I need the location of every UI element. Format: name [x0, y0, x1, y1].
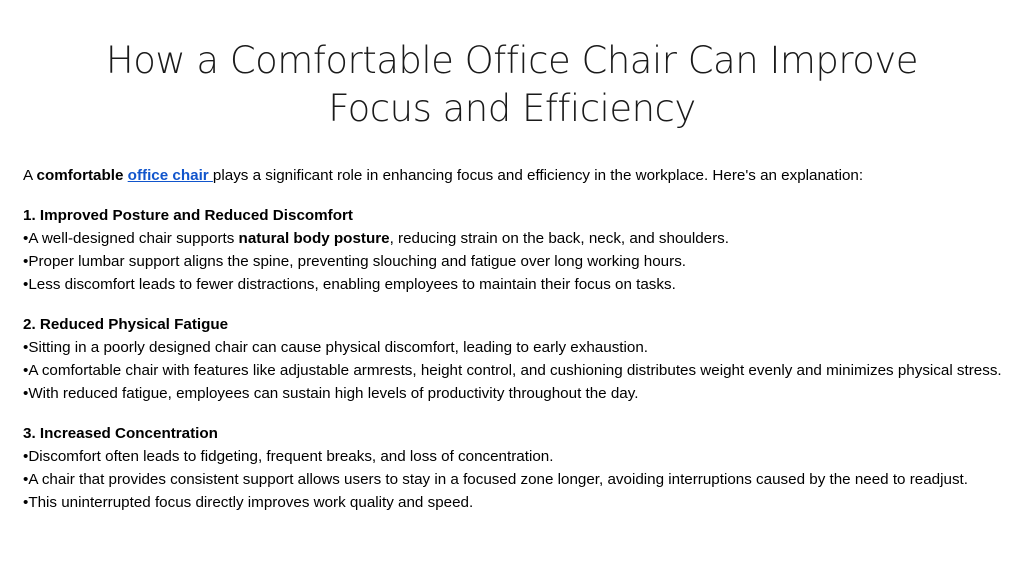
bullet-dot: •	[23, 230, 29, 247]
bullet-text-bold: natural body posture	[238, 230, 390, 247]
title-line-1: How a Comfortable Office Chair Can Improve	[105, 39, 919, 82]
bullet-text-post: , reducing strain on the back, neck, and shoulders.	[389, 230, 729, 247]
bullet-text: With reduced fatigue, employees can sustain high levels of productivity throughout the day.	[28, 385, 639, 402]
list-item	[23, 382, 1003, 405]
list-item	[23, 250, 1003, 273]
bullet-dot: •	[23, 276, 29, 293]
bullet-text: Less discomfort leads to fewer distractions, enabling employees to maintain their focus on tasks.	[28, 276, 676, 293]
list-item	[23, 491, 1003, 514]
office-chair-link[interactable]: office chair	[127, 167, 213, 184]
list-item	[23, 336, 1003, 359]
list-item	[23, 273, 1003, 296]
section-improved-posture	[23, 204, 1003, 296]
intro-pre: A	[23, 167, 37, 184]
bullet-text: A comfortable chair with features like adjustable armrests, height control, and cushioning distributes weight evenly and minimizes physical stress.	[28, 362, 1002, 379]
bullet-dot: •	[23, 253, 29, 270]
list-item	[23, 227, 1003, 250]
intro-bold: comfortable	[36, 167, 124, 184]
section-heading: 2. Reduced Physical Fatigue	[23, 316, 229, 333]
bullet-text-pre: A well-designed chair supports	[28, 230, 239, 247]
intro-paragraph	[23, 164, 1003, 187]
section-increased-concentration	[23, 422, 1003, 514]
list-item	[23, 468, 1003, 491]
list-item	[23, 445, 1003, 468]
bullet-text: A chair that provides consistent support allows users to stay in a focused zone longer, avoiding interruptions caused by the need to readjust.	[28, 471, 968, 488]
content-body	[23, 164, 1003, 531]
page-title	[60, 37, 964, 133]
section-heading: 1. Improved Posture and Reduced Discomfort	[23, 207, 353, 224]
bullet-text: Discomfort often leads to fidgeting, frequent breaks, and loss of concentration.	[28, 448, 554, 465]
title-line-2: Focus and Efficiency	[328, 87, 696, 130]
bullet-text: This uninterrupted focus directly improves work quality and speed.	[28, 494, 474, 511]
bullet-dot: •	[23, 448, 29, 465]
list-item	[23, 359, 1003, 382]
section-heading: 3. Increased Concentration	[23, 425, 218, 442]
bullet-dot: •	[23, 494, 29, 511]
bullet-dot: •	[23, 385, 29, 402]
bullet-text: Sitting in a poorly designed chair can cause physical discomfort, leading to early exhaustion.	[28, 339, 648, 356]
intro-post: plays a significant role in enhancing focus and efficiency in the workplace. Here's an explanation:	[212, 167, 864, 184]
bullet-dot: •	[23, 362, 29, 379]
bullet-dot: •	[23, 339, 29, 356]
bullet-text: Proper lumbar support aligns the spine, preventing slouching and fatigue over long working hours.	[28, 253, 687, 270]
section-reduced-fatigue	[23, 313, 1003, 405]
bullet-dot: •	[23, 471, 29, 488]
